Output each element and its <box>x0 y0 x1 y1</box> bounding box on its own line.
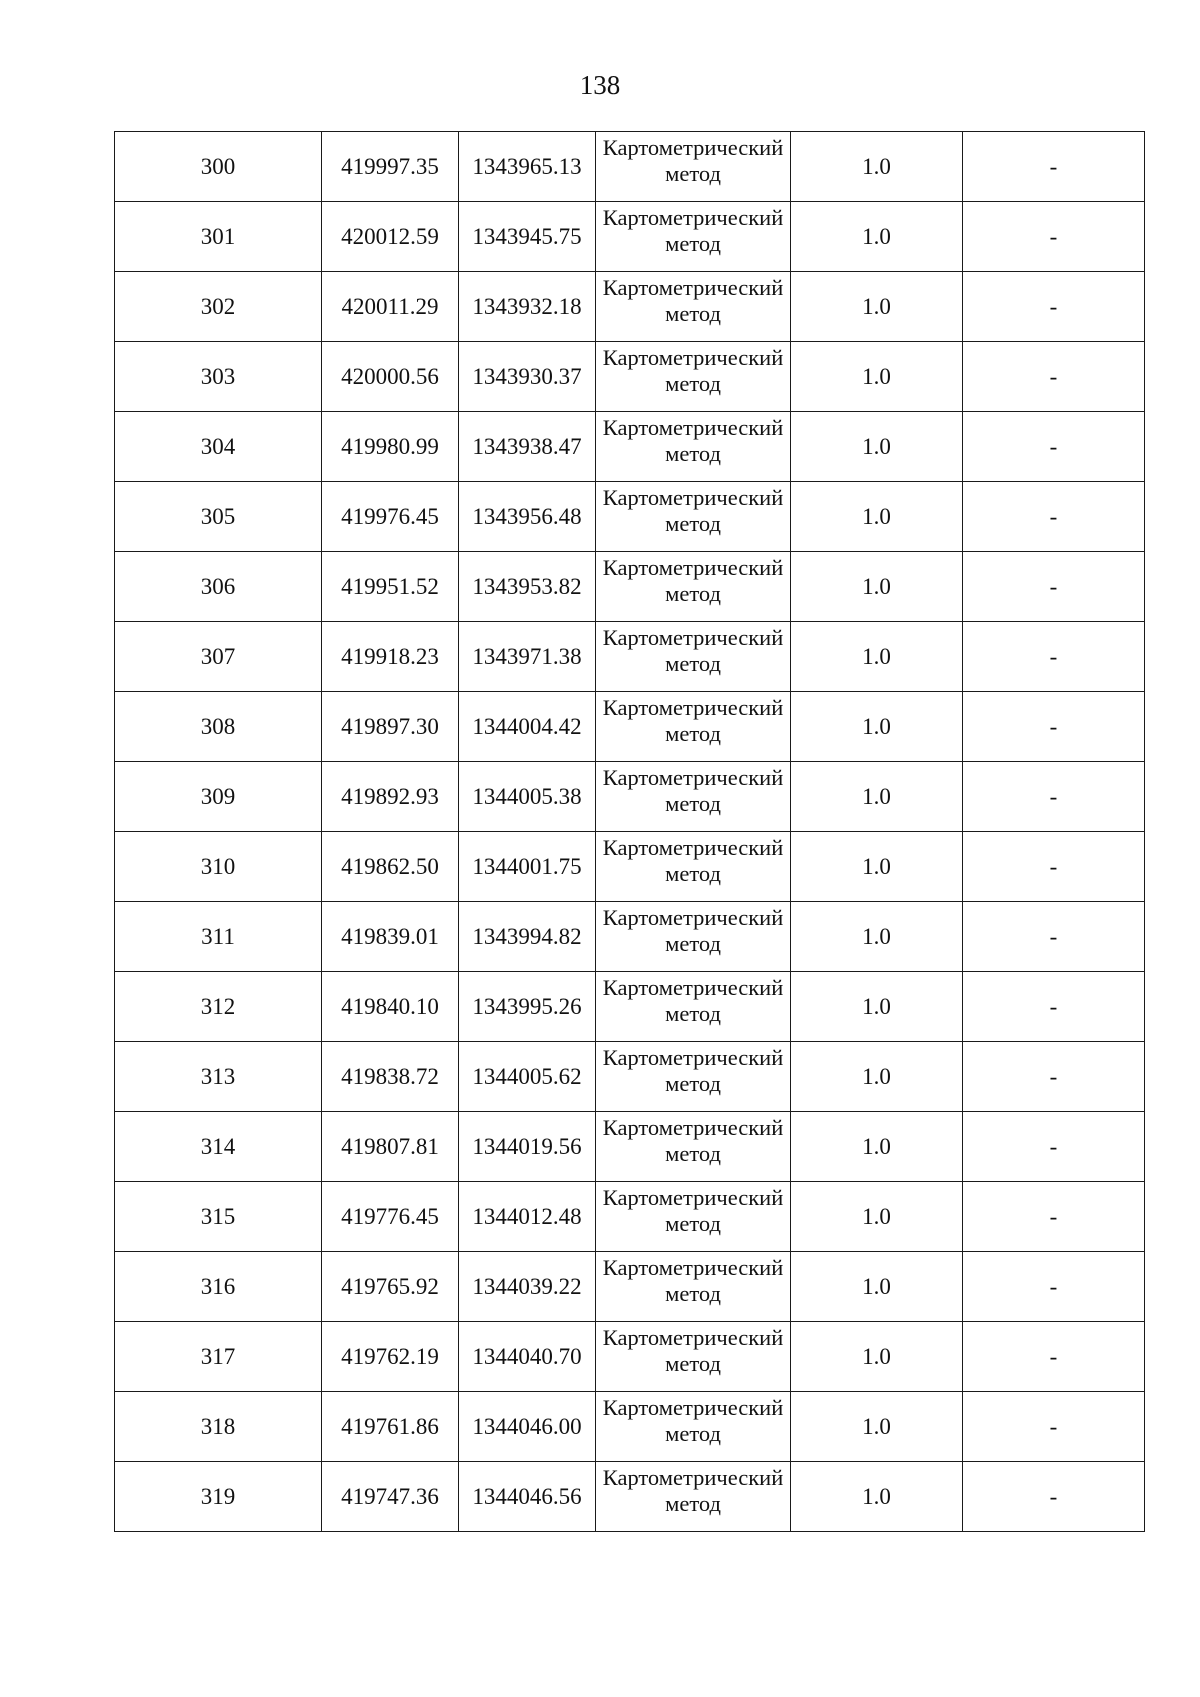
method-line-2: метод <box>665 791 721 816</box>
y-coordinate-cell: 1343930.37 <box>459 342 596 412</box>
page-number: 138 <box>579 70 621 100</box>
table-row <box>115 412 1145 482</box>
y-coordinate-cell: 1343953.82 <box>459 552 596 622</box>
method-line-2: метод <box>665 1281 721 1306</box>
note-cell: - <box>963 202 1145 272</box>
table-row <box>115 202 1145 272</box>
method-line-1: Картометрический <box>602 1185 784 1210</box>
method-line-1: Картометрический <box>602 1465 784 1490</box>
point-number-cell: 300 <box>115 132 322 202</box>
method-line-2: метод <box>665 511 721 536</box>
point-number-cell: 302 <box>115 272 322 342</box>
method-cell <box>596 272 791 342</box>
note-cell: - <box>963 412 1145 482</box>
note-cell: - <box>963 1182 1145 1252</box>
method-line-1: Картометрический <box>602 905 784 930</box>
note-cell: - <box>963 692 1145 762</box>
x-coordinate-cell: 420000.56 <box>322 342 459 412</box>
x-coordinate-cell: 419807.81 <box>322 1112 459 1182</box>
y-coordinate-cell: 1343956.48 <box>459 482 596 552</box>
table-row <box>115 1042 1145 1112</box>
point-number-cell: 308 <box>115 692 322 762</box>
x-coordinate-cell: 419892.93 <box>322 762 459 832</box>
method-line-1: Картометрический <box>602 1115 784 1140</box>
method-cell <box>596 342 791 412</box>
x-coordinate-cell: 419747.36 <box>322 1462 459 1532</box>
method-cell <box>596 482 791 552</box>
accuracy-cell: 1.0 <box>791 482 963 552</box>
method-line-2: метод <box>665 161 721 186</box>
method-line-2: метод <box>665 721 721 746</box>
table-row <box>115 832 1145 902</box>
y-coordinate-cell: 1344004.42 <box>459 692 596 762</box>
y-coordinate-cell: 1343971.38 <box>459 622 596 692</box>
y-coordinate-cell: 1344001.75 <box>459 832 596 902</box>
accuracy-cell: 1.0 <box>791 1042 963 1112</box>
y-coordinate-cell: 1344040.70 <box>459 1322 596 1392</box>
table-body <box>115 132 1145 1532</box>
method-cell <box>596 552 791 622</box>
note-cell: - <box>963 272 1145 342</box>
method-cell <box>596 1042 791 1112</box>
method-line-2: метод <box>665 1491 721 1516</box>
accuracy-cell: 1.0 <box>791 1392 963 1462</box>
method-cell <box>596 1392 791 1462</box>
method-line-2: метод <box>665 931 721 956</box>
y-coordinate-cell: 1343945.75 <box>459 202 596 272</box>
note-cell: - <box>963 762 1145 832</box>
table-row <box>115 272 1145 342</box>
method-line-2: метод <box>665 1211 721 1236</box>
table-row <box>115 762 1145 832</box>
table-row <box>115 692 1145 762</box>
y-coordinate-cell: 1344012.48 <box>459 1182 596 1252</box>
accuracy-cell: 1.0 <box>791 1322 963 1392</box>
method-line-2: метод <box>665 1071 721 1096</box>
point-number-cell: 315 <box>115 1182 322 1252</box>
method-line-1: Картометрический <box>602 345 784 370</box>
y-coordinate-cell: 1343932.18 <box>459 272 596 342</box>
method-cell <box>596 972 791 1042</box>
y-coordinate-cell: 1344039.22 <box>459 1252 596 1322</box>
table-row <box>115 552 1145 622</box>
table-row <box>115 902 1145 972</box>
method-cell <box>596 762 791 832</box>
point-number-cell: 303 <box>115 342 322 412</box>
coordinates-table <box>114 131 1145 1532</box>
method-cell <box>596 412 791 482</box>
method-line-1: Картометрический <box>602 835 784 860</box>
accuracy-cell: 1.0 <box>791 692 963 762</box>
method-line-1: Картометрический <box>602 1045 784 1070</box>
accuracy-cell: 1.0 <box>791 202 963 272</box>
method-line-1: Картометрический <box>602 555 784 580</box>
y-coordinate-cell: 1344046.00 <box>459 1392 596 1462</box>
method-line-1: Картометрический <box>602 695 784 720</box>
method-line-2: метод <box>665 1421 721 1446</box>
x-coordinate-cell: 419762.19 <box>322 1322 459 1392</box>
table-row <box>115 1392 1145 1462</box>
method-line-1: Картометрический <box>602 485 784 510</box>
accuracy-cell: 1.0 <box>791 972 963 1042</box>
x-coordinate-cell: 419838.72 <box>322 1042 459 1112</box>
x-coordinate-cell: 419897.30 <box>322 692 459 762</box>
x-coordinate-cell: 420011.29 <box>322 272 459 342</box>
y-coordinate-cell: 1344005.38 <box>459 762 596 832</box>
method-line-2: метод <box>665 441 721 466</box>
table-row <box>115 132 1145 202</box>
point-number-cell: 316 <box>115 1252 322 1322</box>
x-coordinate-cell: 419997.35 <box>322 132 459 202</box>
point-number-cell: 312 <box>115 972 322 1042</box>
point-number-cell: 307 <box>115 622 322 692</box>
method-line-1: Картометрический <box>602 205 784 230</box>
method-line-1: Картометрический <box>602 625 784 650</box>
y-coordinate-cell: 1343995.26 <box>459 972 596 1042</box>
method-cell <box>596 1322 791 1392</box>
method-line-1: Картометрический <box>602 415 784 440</box>
x-coordinate-cell: 419761.86 <box>322 1392 459 1462</box>
note-cell: - <box>963 1322 1145 1392</box>
point-number-cell: 314 <box>115 1112 322 1182</box>
x-coordinate-cell: 419776.45 <box>322 1182 459 1252</box>
accuracy-cell: 1.0 <box>791 552 963 622</box>
method-line-2: метод <box>665 231 721 256</box>
x-coordinate-cell: 419976.45 <box>322 482 459 552</box>
point-number-cell: 313 <box>115 1042 322 1112</box>
y-coordinate-cell: 1343994.82 <box>459 902 596 972</box>
y-coordinate-cell: 1343965.13 <box>459 132 596 202</box>
method-cell <box>596 692 791 762</box>
method-line-2: метод <box>665 301 721 326</box>
point-number-cell: 305 <box>115 482 322 552</box>
note-cell: - <box>963 482 1145 552</box>
note-cell: - <box>963 832 1145 902</box>
point-number-cell: 309 <box>115 762 322 832</box>
x-coordinate-cell: 419980.99 <box>322 412 459 482</box>
method-cell <box>596 1462 791 1532</box>
method-line-2: метод <box>665 581 721 606</box>
table-row <box>115 972 1145 1042</box>
x-coordinate-cell: 419918.23 <box>322 622 459 692</box>
point-number-cell: 301 <box>115 202 322 272</box>
note-cell: - <box>963 342 1145 412</box>
method-line-2: метод <box>665 861 721 886</box>
method-line-1: Картометрический <box>602 1395 784 1420</box>
note-cell: - <box>963 552 1145 622</box>
x-coordinate-cell: 419765.92 <box>322 1252 459 1322</box>
accuracy-cell: 1.0 <box>791 1182 963 1252</box>
note-cell: - <box>963 1112 1145 1182</box>
y-coordinate-cell: 1344005.62 <box>459 1042 596 1112</box>
method-line-2: метод <box>665 651 721 676</box>
method-cell <box>596 132 791 202</box>
note-cell: - <box>963 1462 1145 1532</box>
x-coordinate-cell: 419862.50 <box>322 832 459 902</box>
point-number-cell: 318 <box>115 1392 322 1462</box>
accuracy-cell: 1.0 <box>791 1252 963 1322</box>
method-cell <box>596 1182 791 1252</box>
point-number-cell: 304 <box>115 412 322 482</box>
note-cell: - <box>963 1392 1145 1462</box>
table-row <box>115 1252 1145 1322</box>
accuracy-cell: 1.0 <box>791 762 963 832</box>
x-coordinate-cell: 419951.52 <box>322 552 459 622</box>
note-cell: - <box>963 902 1145 972</box>
x-coordinate-cell: 420012.59 <box>322 202 459 272</box>
accuracy-cell: 1.0 <box>791 832 963 902</box>
accuracy-cell: 1.0 <box>791 272 963 342</box>
method-cell <box>596 832 791 902</box>
y-coordinate-cell: 1344046.56 <box>459 1462 596 1532</box>
y-coordinate-cell: 1343938.47 <box>459 412 596 482</box>
note-cell: - <box>963 622 1145 692</box>
point-number-cell: 310 <box>115 832 322 902</box>
table-row <box>115 1112 1145 1182</box>
method-line-1: Картометрический <box>602 765 784 790</box>
accuracy-cell: 1.0 <box>791 622 963 692</box>
point-number-cell: 306 <box>115 552 322 622</box>
x-coordinate-cell: 419840.10 <box>322 972 459 1042</box>
method-line-2: метод <box>665 1141 721 1166</box>
method-line-1: Картометрический <box>602 1325 784 1350</box>
method-line-1: Картометрический <box>602 1255 784 1280</box>
accuracy-cell: 1.0 <box>791 412 963 482</box>
accuracy-cell: 1.0 <box>791 342 963 412</box>
point-number-cell: 317 <box>115 1322 322 1392</box>
method-line-2: метод <box>665 371 721 396</box>
accuracy-cell: 1.0 <box>791 902 963 972</box>
point-number-cell: 311 <box>115 902 322 972</box>
method-line-1: Картометрический <box>602 975 784 1000</box>
point-number-cell: 319 <box>115 1462 322 1532</box>
method-line-1: Картометрический <box>602 275 784 300</box>
table-row <box>115 1322 1145 1392</box>
y-coordinate-cell: 1344019.56 <box>459 1112 596 1182</box>
table-row <box>115 342 1145 412</box>
table-row <box>115 1182 1145 1252</box>
table-row <box>115 622 1145 692</box>
method-cell <box>596 202 791 272</box>
method-cell <box>596 902 791 972</box>
method-cell <box>596 622 791 692</box>
method-line-2: метод <box>665 1351 721 1376</box>
method-cell <box>596 1112 791 1182</box>
method-cell <box>596 1252 791 1322</box>
accuracy-cell: 1.0 <box>791 1462 963 1532</box>
note-cell: - <box>963 132 1145 202</box>
accuracy-cell: 1.0 <box>791 132 963 202</box>
table-row <box>115 482 1145 552</box>
note-cell: - <box>963 1042 1145 1112</box>
x-coordinate-cell: 419839.01 <box>322 902 459 972</box>
note-cell: - <box>963 972 1145 1042</box>
method-line-1: Картометрический <box>602 135 784 160</box>
note-cell: - <box>963 1252 1145 1322</box>
accuracy-cell: 1.0 <box>791 1112 963 1182</box>
method-line-2: метод <box>665 1001 721 1026</box>
table-row <box>115 1462 1145 1532</box>
